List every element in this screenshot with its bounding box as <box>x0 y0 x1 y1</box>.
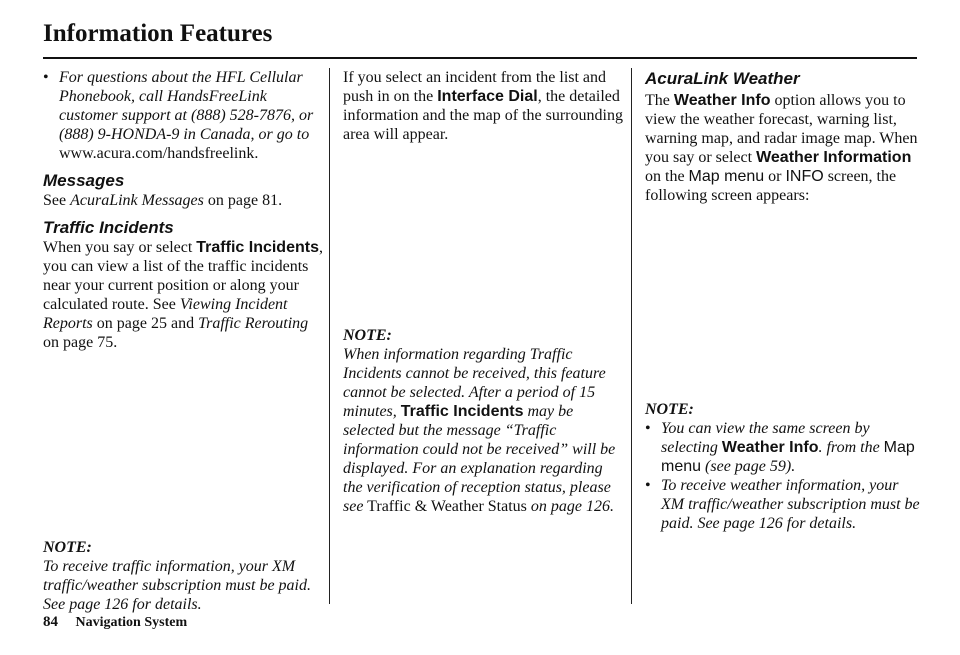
column-2 <box>343 68 625 515</box>
traffic-incidents-paragraph <box>43 238 325 352</box>
footer-label: Navigation System <box>75 615 188 630</box>
weather-command-1: Weather Info <box>673 92 771 109</box>
col3-bullet-1-command-2: Map menu <box>661 439 915 475</box>
traffic-ref-2: Traffic Rerouting <box>198 315 309 332</box>
col2-note-ref: Traffic & Weather Status <box>367 498 527 515</box>
messages-paragraph <box>43 191 325 210</box>
traffic-text-4: on page 75. <box>43 334 118 351</box>
page-title: Information Features <box>43 20 273 47</box>
col3-note-bullet-2 <box>645 476 925 533</box>
traffic-text-1: When you say or select <box>43 239 193 256</box>
col1-note-label: NOTE: <box>43 539 92 556</box>
weather-text-5: screen, the following screen appears: <box>645 168 897 204</box>
traffic-incidents-heading: Traffic Incidents <box>43 218 174 237</box>
traffic-text-3: on page 25 and <box>96 315 195 332</box>
incident-detail-paragraph <box>343 68 625 144</box>
col3-bullet-2-text: To receive weather information, your XM traffic/weather subscription must be paid. See page 126 for details. <box>661 477 920 532</box>
page-number: 84 <box>43 614 58 630</box>
weather-text-3: on the <box>645 168 685 185</box>
col2-note-text-1: When information regarding Traffic Incidents cannot be received, this feature cannot be selected. After a period of 15 minutes, <box>343 346 606 420</box>
col3-note <box>645 400 925 533</box>
messages-heading: Messages <box>43 171 125 190</box>
col2-note-text-3: on page 126. <box>530 498 614 515</box>
hfl-support-bullet <box>43 68 325 163</box>
col1-note <box>43 538 325 614</box>
column-3 <box>645 68 925 532</box>
traffic-ref-1: Viewing Incident Reports <box>43 296 288 332</box>
hfl-support-url: www.acura.com/handsfreelink. <box>59 145 259 162</box>
weather-text-2: option allows you to view the weather forecast, warning list, warning map, and radar image map. When you say or select <box>645 92 918 166</box>
weather-command-4: INFO <box>785 168 824 185</box>
weather-command-3: Map menu <box>688 168 765 185</box>
bullet-marker: • <box>645 477 651 494</box>
messages-see: See <box>43 192 67 209</box>
traffic-command: Traffic Incidents <box>196 239 319 256</box>
col2-note-command: Traffic Incidents <box>400 403 524 420</box>
messages-page: on page 81. <box>207 192 283 209</box>
col2-note-text-2: may be selected but the message “Traffic information could not be received” will be displayed. For an explanation regarding the verification of reception status, please see <box>343 403 616 515</box>
title-rule <box>43 57 917 59</box>
bullet-marker: • <box>43 69 49 86</box>
col3-bullet-1-command-1: Weather Info <box>721 439 819 456</box>
incident-text-1: If you select an incident from the list and push in on the <box>343 69 607 105</box>
incident-text-2: , the detailed information and the map of the surrounding area will appear. <box>343 88 623 143</box>
traffic-text-2: , you can view a list of the traffic incidents near your current position or along your calculated route. See <box>43 239 323 313</box>
weather-text-4: or <box>768 168 782 185</box>
col3-bullet-1-text-1: You can view the same screen by selecting <box>661 420 870 456</box>
bullet-marker: • <box>645 420 651 437</box>
col2-note <box>343 326 625 516</box>
messages-ref: AcuraLink Messages <box>70 192 204 209</box>
incident-command: Interface Dial <box>437 88 538 105</box>
column-divider-1 <box>329 68 330 604</box>
weather-command-2: Weather Information <box>756 149 912 166</box>
column-1 <box>43 68 325 613</box>
page-footer <box>43 614 187 631</box>
col3-note-label: NOTE: <box>645 401 694 418</box>
col1-note-text: To receive traffic information, your XM traffic/weather subscription must be paid. See page 126 for details. <box>43 558 311 613</box>
col2-note-text <box>343 345 625 516</box>
col2-note-label: NOTE: <box>343 327 392 344</box>
weather-paragraph <box>645 91 925 205</box>
col3-bullet-1-text-3: (see page 59). <box>705 458 796 475</box>
col3-bullet-1-text-2: . from the <box>818 439 880 456</box>
col3-note-bullet-1 <box>645 419 925 476</box>
column-divider-2 <box>631 68 632 604</box>
hfl-support-text: For questions about the HFL Cellular Phonebook, call HandsFreeLink customer support at (888) 528-7876, or (888) 9-HONDA-9 in Canada, or go to <box>59 69 314 143</box>
acuralink-weather-heading: AcuraLink Weather <box>645 69 800 88</box>
weather-text-1: The <box>645 92 670 109</box>
